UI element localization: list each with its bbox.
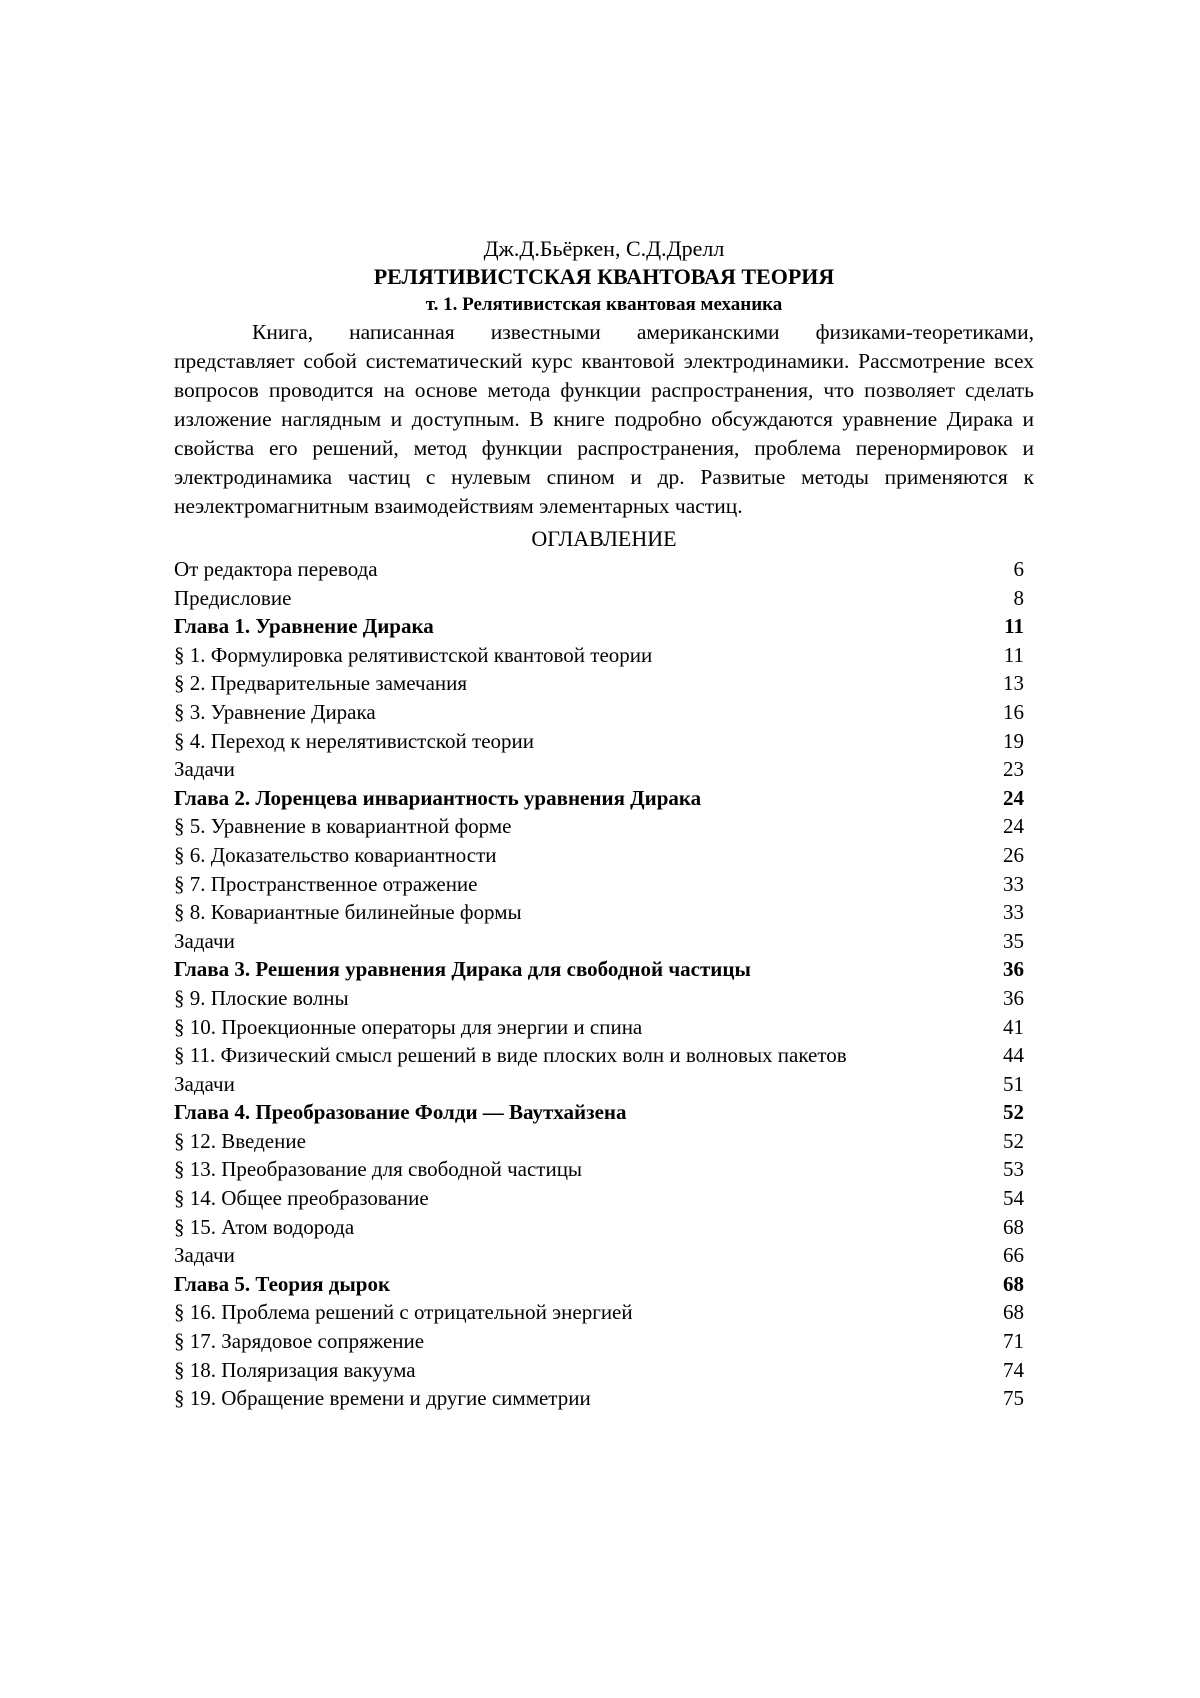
toc-entry-title: § 14. Общее преобразование [174,1186,429,1211]
toc-entry-title: § 4. Переход к нерелятивистской теории [174,728,535,753]
toc-row [174,1155,1034,1184]
toc-page-number: 53 [1003,1157,1024,1182]
toc-page-number: 54 [1003,1186,1024,1211]
toc-page-number: 19 [1003,728,1024,753]
toc-page-number: 36 [1003,985,1024,1010]
toc-entry-title: § 2. Предварительные замечания [174,671,468,696]
toc-row [174,927,1034,956]
toc-entry-title: Глава 1. Уравнение Дирака [174,614,434,639]
toc-page-number: 33 [1003,871,1024,896]
toc-entry-title: § 15. Атом водорода [174,1214,355,1239]
toc-row [174,870,1034,899]
toc-row [174,1213,1034,1242]
toc-page-number: 71 [1003,1329,1024,1354]
toc-entry-title: § 18. Поляризация вакуума [174,1357,416,1382]
toc-row [174,1384,1034,1413]
toc-row [174,584,1034,613]
toc-entry-title: § 16. Проблема решений с отрицательной энергией [174,1300,633,1325]
toc-entry-title: § 8. Ковариантные билинейные формы [174,900,522,925]
toc-row [174,812,1034,841]
toc-page-number: 74 [1003,1357,1024,1382]
toc-row [174,698,1034,727]
toc-entry-title: § 17. Зарядовое сопряжение [174,1329,425,1354]
toc-row [174,984,1034,1013]
toc-row [174,669,1034,698]
toc-page-number: 11 [1003,642,1024,667]
toc-entry-title: § 10. Проекционные операторы для энергии и спина [174,1014,643,1039]
toc-row [174,1127,1034,1156]
document-page [174,236,1034,1413]
toc-entry-title: § 13. Преобразование для свободной частицы [174,1157,583,1182]
toc-entry-title: § 6. Доказательство ковариантности [174,842,497,867]
toc-row [174,1070,1034,1099]
authors: Дж.Д.Бьёркен, С.Д.Дрелл [483,236,725,261]
toc-row [174,1356,1034,1385]
toc-entry-title: Глава 5. Теория дырок [174,1271,391,1296]
toc-page-number: 41 [1003,1014,1024,1039]
toc-page-number: 8 [1013,585,1024,610]
toc-page-number: 23 [1003,757,1024,782]
volume-subtitle: т. 1. Релятивистская квантовая механика [425,294,783,315]
toc-page-number: 24 [1003,814,1024,839]
toc-row [174,1298,1034,1327]
toc-entry-title: Задачи [174,928,235,953]
toc-row [174,555,1034,584]
toc-entry-title: Задачи [174,757,235,782]
toc-chapter-row [174,955,1034,984]
toc-chapter-row [174,1270,1034,1299]
toc-page-number: 33 [1003,900,1024,925]
toc-row [174,641,1034,670]
toc-entry-title: § 12. Введение [174,1128,306,1153]
toc-chapter-row [174,1098,1034,1127]
toc-entry-title: Глава 4. Преобразование Фолди — Ваутхайзена [174,1100,627,1125]
toc-page-number: 66 [1003,1243,1024,1268]
toc-row [174,1327,1034,1356]
toc-page-number: 11 [1004,614,1024,639]
toc-page-number: 68 [1003,1271,1024,1296]
book-title: РЕЛЯТИВИСТСКАЯ КВАНТОВАЯ ТЕОРИЯ [373,264,835,289]
toc-page-number: 75 [1003,1386,1024,1411]
table-of-contents [174,555,1034,1413]
toc-page-number: 52 [1003,1128,1024,1153]
toc-entry-title: Задачи [174,1071,235,1096]
toc-row [174,1184,1034,1213]
toc-page-number: 68 [1003,1214,1024,1239]
toc-page-number: 26 [1003,842,1024,867]
toc-page-number: 36 [1003,957,1024,982]
toc-entry-title: От редактора перевода [174,557,378,581]
toc-row [174,841,1034,870]
toc-entry-title: § 1. Формулировка релятивистской квантовой теории [174,642,653,667]
toc-chapter-row [174,612,1034,641]
toc-entry-title: § 19. Обращение времени и другие симметрии [174,1386,591,1411]
toc-entry-title: § 9. Плоские волны [174,985,349,1010]
toc-chapter-row [174,784,1034,813]
toc-page-number: 51 [1003,1071,1024,1096]
toc-entry-title: Предисловие [174,585,292,610]
book-annotation: Книга, написанная известными американскими физиками-теоретиками, представляет собой систематический курс квантовой электродинамики. Рассмотрение всех вопросов проводится на основе метода функции распространения, что позволяет сделать изложение наглядным и доступным. В книге подробно обсуждаются уравнение Дирака и свойства его решений, метод функции распространения, проблема перенормировок и электродинамика частиц с нулевым спином и др. Развитые методы применяются к неэлектромагнитным взаимодействиям элементарных частиц. [174,320,1034,518]
toc-entry-title: § 7. Пространственное отражение [174,871,478,896]
toc-entry-title: Глава 2. Лоренцева инвариантность уравнения Дирака [174,785,702,810]
toc-entry-title: Задачи [174,1243,235,1268]
toc-page-number: 52 [1003,1100,1024,1125]
toc-page-number: 13 [1003,671,1024,696]
toc-page-number: 16 [1003,699,1024,724]
toc-entry-title: § 5. Уравнение в ковариантной форме [174,814,512,839]
toc-row [174,727,1034,756]
toc-entry-title: § 11. Физический смысл решений в виде плоских волн и волновых пакетов [174,1043,847,1068]
toc-row [174,1041,1034,1070]
toc-page-number: 24 [1003,785,1024,810]
toc-entry-title: § 3. Уравнение Дирака [174,699,376,724]
toc-heading: ОГЛАВЛЕНИЕ [531,526,677,551]
toc-row [174,1013,1034,1042]
toc-row [174,1241,1034,1270]
toc-page-number: 68 [1003,1300,1024,1325]
toc-row [174,755,1034,784]
toc-page-number: 44 [1003,1043,1024,1068]
toc-page-number: 6 [1013,557,1024,581]
toc-entry-title: Глава 3. Решения уравнения Дирака для свободной частицы [174,957,751,982]
toc-row [174,898,1034,927]
toc-page-number: 35 [1003,928,1024,953]
